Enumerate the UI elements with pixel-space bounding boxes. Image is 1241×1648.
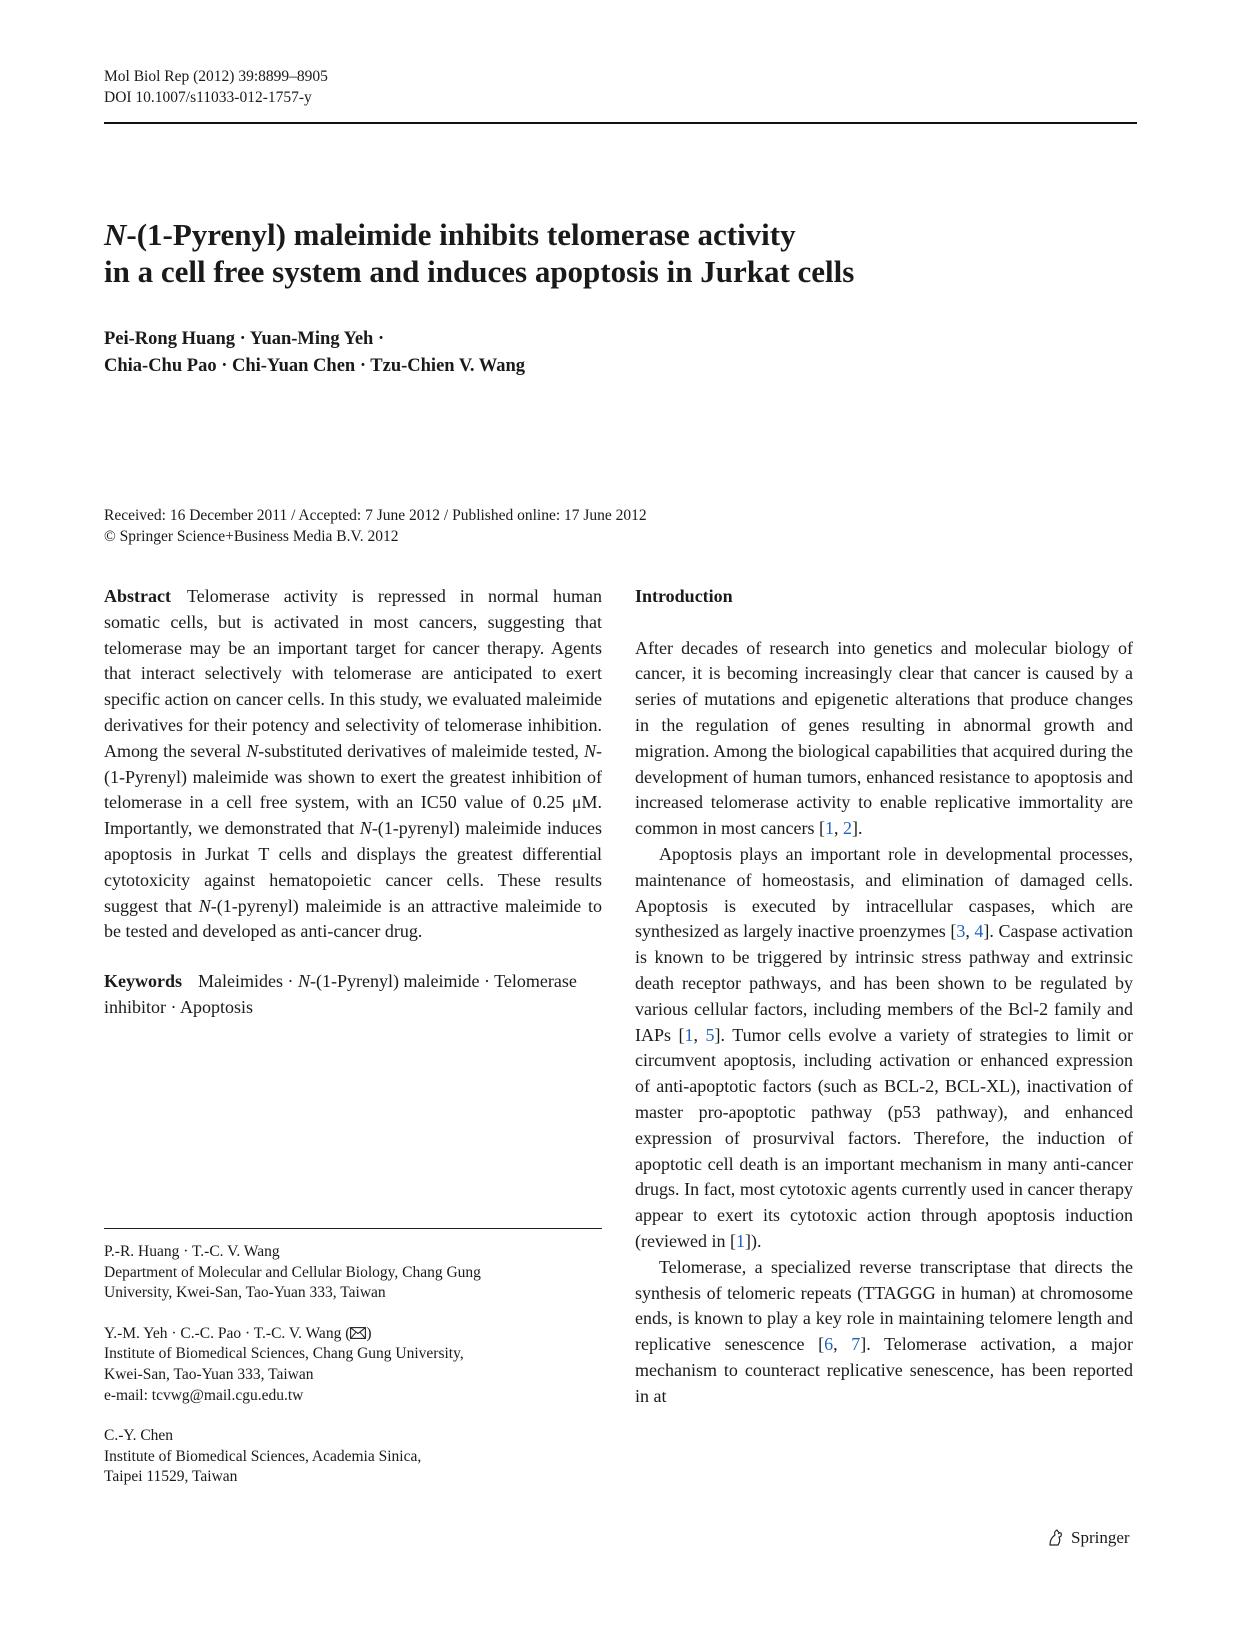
paragraph-text: ]. Tumor cells evolve a variety of strategies to limit or circumvent apoptosis, including activation or enhanced expression of anti-apoptotic factors (such as BCL-2, BCL-XL), inactivation of master pro-apoptotic pathway (p53 pathway), and enhanced expression of prosurvival factors. Therefore, the induction of apoptotic cell death is an important mechanism in many anti-cancer drugs. In fact, most cytotoxic agents currently used in cancer therapy appear to exert its cytotoxic action through apoptosis induction (reviewed in [	[635, 1024, 1133, 1251]
abstract-text: -(1-pyrenyl) maleimide induces apoptosis in Jurkat T cells and displays the greatest differential cytotoxicity against hematopoietic cancer cells. These results suggest that	[104, 818, 602, 916]
right-column	[635, 584, 1133, 1410]
paragraph-text: ]. Telomerase activation, a major mechanism to counteract replicative senescence, has been reported in at	[635, 1334, 1134, 1406]
paragraph-text: After decades of research into genetics and molecular biology of cancer, it is becoming increasingly clear that cancer is caused by a series of mutations and epigenetic alterations that produce changes in the regulation of genes resulting in abnormal growth and migration. Among the biological capabilities that acquired during the development of human tumors, enhanced resistance to apoptosis and increased telomerase activity to enable replicative immortality are common in most cancers [	[635, 637, 1133, 839]
affiliation-names	[104, 1324, 602, 1345]
citation-link[interactable]: 2	[842, 818, 852, 839]
header-rule	[104, 122, 1137, 124]
paper-title	[104, 216, 854, 290]
intro-paragraph-1	[635, 636, 1133, 842]
affiliation-address: Taipei 11529, Taiwan	[104, 1468, 238, 1486]
citation-link[interactable]: 4	[974, 921, 984, 942]
affiliation-address: Kwei-San, Tao-Yuan 333, Taiwan	[104, 1365, 314, 1383]
intro-paragraph-3	[635, 1255, 1133, 1410]
abstract-italic-n: N	[583, 740, 596, 761]
affiliations	[104, 1242, 602, 1508]
keywords-text: -(1-Pyrenyl) maleimide · Telomerase inhibitor · Apoptosis	[104, 971, 577, 1017]
affiliation-names-close: )	[366, 1324, 372, 1342]
affiliation-address: University, Kwei-San, Tao-Yuan 333, Taiwan	[104, 1284, 386, 1302]
intro-paragraph-2	[635, 842, 1133, 1255]
abstract-text: Telomerase activity is repressed in normal human somatic cells, but is activated in most cancers, suggesting that telomerase may be an important target for cancer therapy. Agents that interact selectively with telomerase are anticipated to exert specific action on cancer cells. In this study, we evaluated maleimide derivatives for their potency and selectivity of telomerase inhibition. Among the several	[104, 586, 602, 761]
authors-line-1: Pei-Rong Huang · Yuan-Ming Yeh ·	[104, 329, 385, 349]
publisher-logo	[1046, 1528, 1130, 1548]
citation-link[interactable]: 5	[705, 1024, 715, 1045]
citation-link[interactable]: 1	[735, 1230, 745, 1251]
citation-link[interactable]: 7	[851, 1334, 861, 1355]
paragraph-text: ]. Caspase activation is known to be triggered by intrinsic stress pathway and extrinsic death receptor pathways, and has been shown to be regulated by various cellular factors, including members of the Bcl-2 family and IAPs [	[635, 921, 1133, 1045]
abstract	[104, 584, 602, 945]
abstract-italic-n: N	[198, 895, 211, 916]
left-column	[104, 584, 602, 1021]
citation-separator: ,	[833, 1334, 852, 1355]
title-italic-n: N	[104, 217, 127, 252]
citation-link[interactable]: 3	[956, 921, 966, 942]
affiliation-names-text: Y.-M. Yeh · C.-C. Pao · T.-C. V. Wang (	[104, 1324, 351, 1342]
abstract-text: -(1-Pyrenyl) maleimide was shown to exert the greatest inhibition of telomerase in a cell free system, with an IC50 value of 0.25 μM. Importantly, we demonstrated that	[104, 740, 602, 839]
citation-link[interactable]: 6	[824, 1334, 834, 1355]
section-heading-introduction: Introduction	[635, 586, 733, 606]
footnote-rule	[104, 1228, 602, 1229]
affiliation-1	[104, 1242, 602, 1304]
history-dates: Received: 16 December 2011 / Accepted: 7 June 2012 / Published online: 17 June 2012	[104, 507, 647, 524]
keywords-label: Keywords	[104, 971, 182, 992]
affiliation-2	[104, 1324, 602, 1406]
copyright-notice: © Springer Science+Business Media B.V. 2012	[104, 528, 399, 545]
springer-horse-icon	[1046, 1528, 1066, 1548]
abstract-label: Abstract	[104, 586, 171, 606]
citation-separator: ,	[965, 921, 975, 942]
article-history	[104, 505, 647, 547]
authors-line-2: Chia-Chu Pao · Chi-Yuan Chen · Tzu-Chien V. Wang	[104, 356, 526, 376]
envelope-icon[interactable]	[350, 1327, 366, 1339]
citation-separator: ,	[833, 818, 843, 839]
title-line-2: in a cell free system and induces apoptosis in Jurkat cells	[104, 254, 855, 289]
title-line-1-text: -(1-Pyrenyl) maleimide inhibits telomerase activity	[126, 217, 796, 252]
citation-link[interactable]: 1	[824, 818, 834, 839]
keywords	[104, 969, 602, 1021]
journal-doi[interactable]: DOI 10.1007/s11033-012-1757-y	[104, 89, 312, 106]
author-list	[104, 326, 525, 380]
abstract-italic-n: N	[359, 818, 372, 839]
affiliation-3	[104, 1426, 602, 1488]
abstract-text: -substituted derivatives of maleimide tested,	[258, 740, 584, 761]
paragraph-text: Telomerase, a specialized reverse transcriptase that directs the synthesis of telomeric repeats (TTAGGG in human) at chromosome ends, is known to play a key role in maintaining telomere length and replicative senescence [	[635, 1256, 1133, 1355]
keywords-text: Maleimides ·	[198, 971, 298, 992]
journal-citation: Mol Biol Rep (2012) 39:8899–8905	[104, 68, 328, 85]
keywords-italic-n: N	[297, 971, 310, 992]
affiliation-names: P.-R. Huang · T.-C. V. Wang	[104, 1243, 280, 1260]
title-line-1	[104, 216, 854, 253]
citation-link[interactable]: 1	[684, 1024, 694, 1045]
affiliation-address: Institute of Biomedical Sciences, Academia Sinica,	[104, 1447, 422, 1465]
affiliation-address: Institute of Biomedical Sciences, Chang Gung University,	[104, 1345, 464, 1363]
citation-separator: ,	[693, 1024, 706, 1045]
affiliation-address: Department of Molecular and Cellular Biology, Chang Gung	[104, 1263, 481, 1281]
publisher-name: Springer	[1071, 1528, 1130, 1547]
paragraph-text: Apoptosis plays an important role in developmental processes, maintenance of homeostasis, and elimination of damaged cells. Apoptosis is executed by intracellular caspases, which are synthesized as largely inactive proenzymes [	[635, 843, 1133, 942]
journal-info	[104, 66, 328, 108]
affiliation-names: C.-Y. Chen	[104, 1427, 174, 1445]
paragraph-text: ]).	[744, 1230, 762, 1251]
paragraph-text: ].	[851, 818, 863, 839]
affiliation-email[interactable]: e-mail: tcvwg@mail.cgu.edu.tw	[104, 1386, 304, 1404]
abstract-text: -(1-pyrenyl) maleimide is an attractive maleimide to be tested and developed as anti-cancer drug.	[104, 895, 602, 942]
abstract-italic-n: N	[246, 740, 259, 761]
